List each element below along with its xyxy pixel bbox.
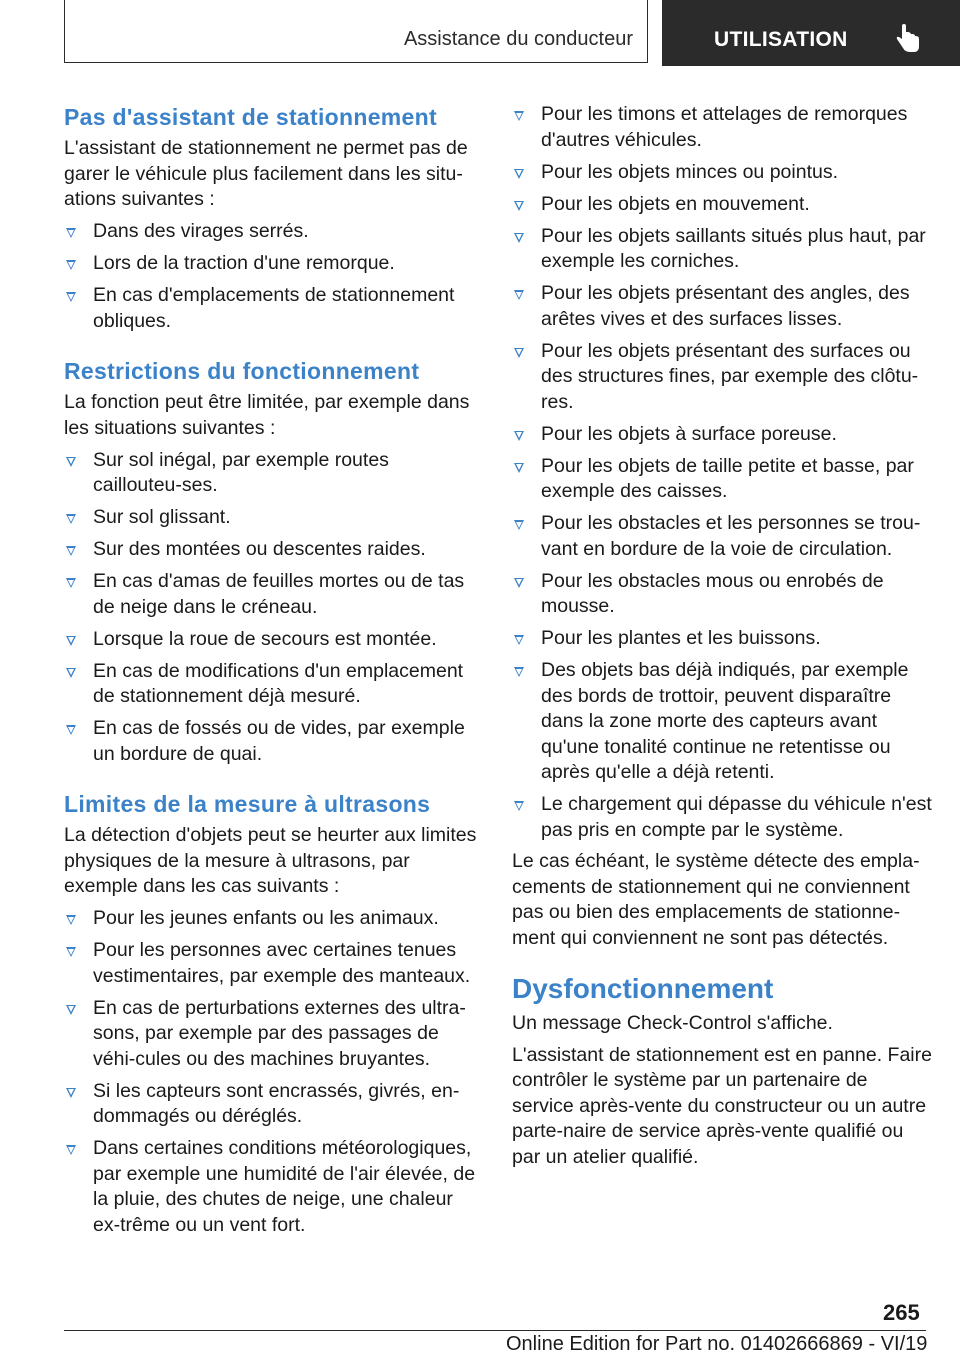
triangle-bullet-icon bbox=[66, 292, 76, 302]
section-heading-malfunction: Dysfonctionnement bbox=[512, 973, 774, 1004]
list-item: Pour les obstacles mous ou enrobés de mousse. bbox=[512, 569, 932, 620]
list-item: Pour les objets en mouvement. bbox=[512, 192, 932, 218]
section-heading-no-assistant: Pas d'assistant de stationnement bbox=[64, 104, 437, 130]
bullet-list bbox=[64, 219, 482, 334]
triangle-bullet-icon bbox=[66, 578, 76, 588]
paragraph: L'assistant de stationnement est en panne. Faire contrôler le système par un partenaire de service après-vente du constructeur ou un autre parte-naire de service après-vente qualifié ou par un atelier qualifié. bbox=[512, 1043, 932, 1168]
right-column bbox=[512, 102, 932, 1170]
triangle-bullet-icon bbox=[514, 520, 524, 530]
list-item: Si les capteurs sont encrassés, givrés, en-dommagés ou déréglés. bbox=[64, 1079, 482, 1130]
triangle-bullet-icon bbox=[514, 169, 524, 179]
list-item: Pour les objets présentant des surfaces ou des structures fines, par exemple des clôtu-res. bbox=[512, 339, 932, 416]
triangle-bullet-icon bbox=[514, 801, 524, 811]
list-item: En cas de perturbations externes des ultra-sons, par exemple par des passages de véhi-cules ou des machines bruyantes. bbox=[64, 996, 482, 1073]
triangle-bullet-icon bbox=[66, 915, 76, 925]
list-item: Pour les objets minces ou pointus. bbox=[512, 160, 932, 186]
triangle-bullet-icon bbox=[514, 667, 524, 677]
triangle-bullet-icon bbox=[66, 636, 76, 646]
list-item: Pour les personnes avec certaines tenues vestimentaires, par exemple des manteaux. bbox=[64, 938, 482, 989]
list-item: Pour les objets à surface poreuse. bbox=[512, 422, 932, 448]
triangle-bullet-icon bbox=[514, 290, 524, 300]
list-item: Pour les timons et attelages de remorques d'autres véhicules. bbox=[512, 102, 932, 153]
list-item: Sur sol glissant. bbox=[64, 505, 482, 531]
triangle-bullet-icon bbox=[66, 1088, 76, 1098]
edition-note: Online Edition for Part no. 01402666869 - VI/19 bbox=[506, 1333, 928, 1355]
paragraph: La fonction peut être limitée, par exemple dans les situations suivantes : bbox=[64, 391, 470, 439]
triangle-bullet-icon bbox=[514, 111, 524, 121]
left-column bbox=[64, 100, 482, 1238]
bullet-list bbox=[512, 102, 932, 843]
triangle-bullet-icon bbox=[66, 1145, 76, 1155]
triangle-bullet-icon bbox=[66, 1005, 76, 1015]
section-heading-ultrasonic-limits: Limites de la mesure à ultrasons bbox=[64, 791, 431, 817]
section-header-box bbox=[64, 0, 648, 63]
list-item: Pour les obstacles et les personnes se trou-vant en bordure de la voie de circulation. bbox=[512, 511, 932, 562]
list-item: Dans certaines conditions météorologiques, par exemple une humidité de l'air élevée, de la pluie, des chutes de neige, une chaleur ex-trême ou un vent fort. bbox=[64, 1136, 482, 1238]
triangle-bullet-icon bbox=[66, 260, 76, 270]
paragraph: Un message Check-Control s'affiche. bbox=[512, 1012, 833, 1034]
section-heading-restrictions: Restrictions du fonctionnement bbox=[64, 358, 420, 384]
triangle-bullet-icon bbox=[514, 431, 524, 441]
list-item: Pour les jeunes enfants ou les animaux. bbox=[64, 906, 482, 932]
chapter-tab bbox=[662, 0, 960, 66]
paragraph: La détection d'objets peut se heurter aux limites physiques de la mesure à ultrasons, par exemple dans les cas suivants : bbox=[64, 824, 477, 897]
list-item: En cas d'amas de feuilles mortes ou de tas de neige dans le créneau. bbox=[64, 569, 482, 620]
list-item: Lors de la traction d'une remorque. bbox=[64, 251, 482, 277]
triangle-bullet-icon bbox=[66, 514, 76, 524]
footer-divider bbox=[64, 1330, 926, 1331]
page-number: 265 bbox=[883, 1300, 920, 1325]
triangle-bullet-icon bbox=[66, 228, 76, 238]
triangle-bullet-icon bbox=[514, 348, 524, 358]
triangle-bullet-icon bbox=[514, 201, 524, 211]
list-item: En cas de fossés ou de vides, par exemple un bordure de quai. bbox=[64, 716, 482, 767]
triangle-bullet-icon bbox=[66, 457, 76, 467]
list-item: Pour les objets saillants situés plus haut, par exemple les corniches. bbox=[512, 224, 932, 275]
bullet-list bbox=[64, 448, 482, 768]
triangle-bullet-icon bbox=[66, 947, 76, 957]
chapter-title: UTILISATION bbox=[714, 28, 848, 51]
list-item: Des objets bas déjà indiqués, par exemple des bords de trottoir, peuvent disparaître dans la zone morte des capteurs avant qu'une tonalité continue ne retentisse ou après qu'elle a déjà retenti. bbox=[512, 658, 932, 786]
paragraph: Le cas échéant, le système détecte des empla-cements de stationnement qui ne conviennent pas ou bien des emplacements de stationne-ment qui conviennent ne sont pas détectés. bbox=[512, 850, 920, 949]
triangle-bullet-icon bbox=[66, 546, 76, 556]
list-item: Dans des virages serrés. bbox=[64, 219, 482, 245]
list-item: Pour les objets présentant des angles, des arêtes vives et des surfaces lisses. bbox=[512, 281, 932, 332]
list-item: Sur sol inégal, par exemple routes caillouteu-ses. bbox=[64, 448, 482, 499]
hand-pointer-icon bbox=[895, 24, 921, 54]
triangle-bullet-icon bbox=[66, 725, 76, 735]
list-item: Pour les plantes et les buissons. bbox=[512, 626, 932, 652]
list-item: En cas de modifications d'un emplacement de stationnement déjà mesuré. bbox=[64, 659, 482, 710]
triangle-bullet-icon bbox=[514, 463, 524, 473]
triangle-bullet-icon bbox=[66, 668, 76, 678]
page-header bbox=[0, 0, 960, 66]
triangle-bullet-icon bbox=[514, 233, 524, 243]
list-item: Sur des montées ou descentes raides. bbox=[64, 537, 482, 563]
triangle-bullet-icon bbox=[514, 635, 524, 645]
list-item: Pour les objets de taille petite et basse, par exemple des caisses. bbox=[512, 454, 932, 505]
list-item: En cas d'emplacements de stationnement obliques. bbox=[64, 283, 482, 334]
bullet-list bbox=[64, 906, 482, 1238]
triangle-bullet-icon bbox=[514, 578, 524, 588]
list-item: Le chargement qui dépasse du véhicule n'est pas pris en compte par le système. bbox=[512, 792, 932, 843]
paragraph: L'assistant de stationnement ne permet pas de garer le véhicule plus facilement dans les situ-ations suivantes : bbox=[64, 137, 468, 210]
section-title: Assistance du conducteur bbox=[403, 28, 633, 50]
list-item: Lorsque la roue de secours est montée. bbox=[64, 627, 482, 653]
